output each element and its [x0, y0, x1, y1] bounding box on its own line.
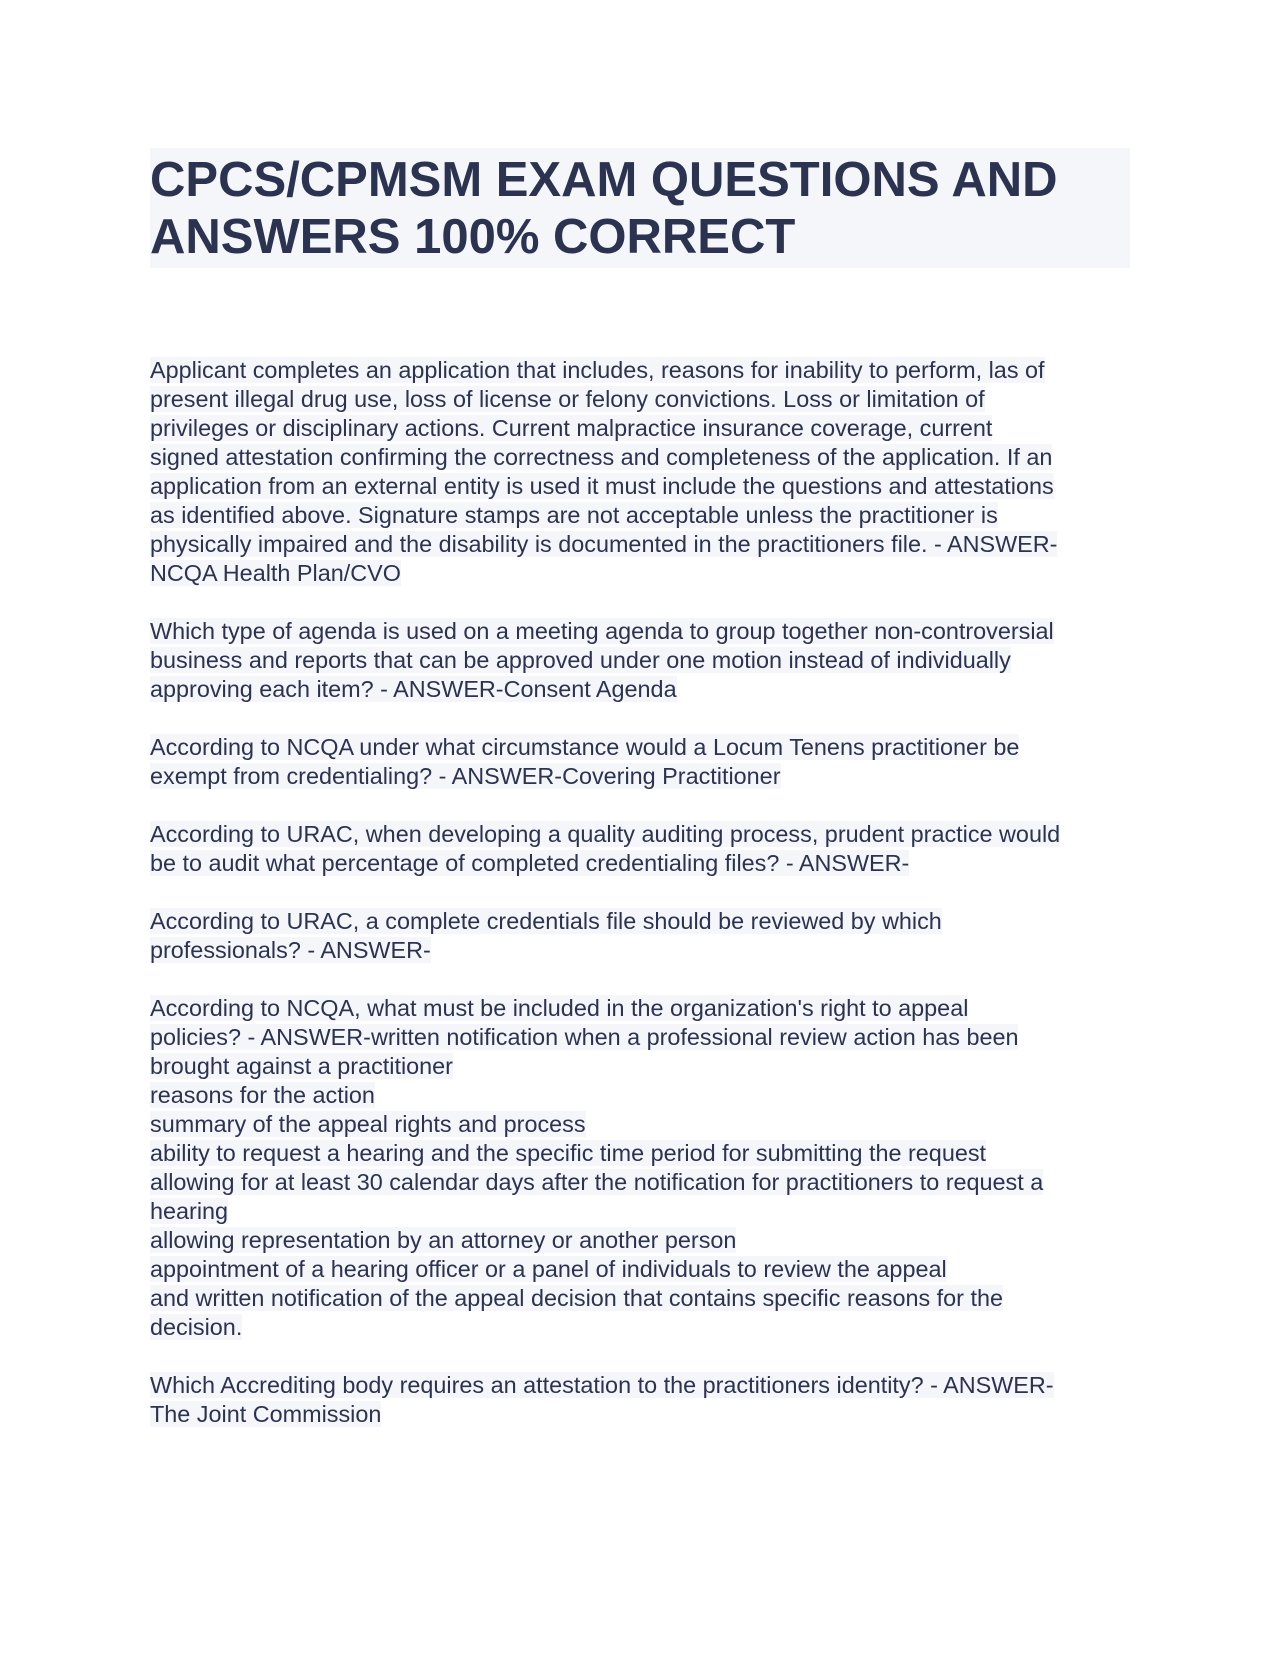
qa-line [150, 559, 1130, 588]
qa-text: Which Accrediting body requires an attestation to the practitioners identity? - ANSWER- [150, 1372, 1054, 1398]
qa-text: The Joint Commission [150, 1401, 382, 1427]
qa-line [150, 1313, 1130, 1342]
qa-text: be to audit what percentage of completed credentialing files? - ANSWER- [150, 850, 910, 876]
qa-text: professionals? - ANSWER- [150, 937, 431, 963]
qa-line [150, 907, 1130, 936]
document-title-line-2: ANSWERS 100% CORRECT [150, 210, 796, 264]
qa-line [150, 501, 1130, 530]
qa-text: allowing representation by an attorney or another person [150, 1227, 737, 1253]
qa-line [150, 1255, 1130, 1284]
qa-item [150, 1371, 1130, 1429]
qa-text: appointment of a hearing officer or a panel of individuals to review the appeal [150, 1256, 947, 1282]
qa-text: NCQA Health Plan/CVO [150, 560, 401, 586]
qa-line [150, 1052, 1130, 1081]
qa-text: privileges or disciplinary actions. Current malpractice insurance coverage, current [150, 415, 993, 441]
qa-text: summary of the appeal rights and process [150, 1111, 586, 1137]
document-title-line-1: CPCS/CPMSM EXAM QUESTIONS AND [150, 153, 1058, 207]
qa-text: and written notification of the appeal decision that contains specific reasons for the [150, 1285, 1003, 1311]
qa-text: According to NCQA, what must be included in the organization's right to appeal [150, 995, 969, 1021]
qa-line [150, 762, 1130, 791]
qa-text: as identified above. Signature stamps are not acceptable unless the practitioner is [150, 502, 998, 528]
qa-line [150, 936, 1130, 965]
qa-text: signed attestation confirming the correctness and completeness of the application. If an [150, 444, 1053, 470]
qa-line [150, 1023, 1130, 1052]
qa-line [150, 385, 1130, 414]
qa-line [150, 675, 1130, 704]
qa-text: According to URAC, a complete credentials file should be reviewed by which [150, 908, 942, 934]
qa-line [150, 356, 1130, 385]
qa-text: business and reports that can be approved under one motion instead of individually [150, 647, 1011, 673]
qa-line [150, 646, 1130, 675]
qa-text: present illegal drug use, loss of license or felony convictions. Loss or limitation of [150, 386, 985, 412]
qa-text: physically impaired and the disability is documented in the practitioners file. - ANSWER- [150, 531, 1058, 557]
qa-line [150, 443, 1130, 472]
document-page [150, 148, 1130, 1458]
qa-text: According to URAC, when developing a quality auditing process, prudent practice would [150, 821, 1061, 847]
qa-text: ability to request a hearing and the specific time period for submitting the request [150, 1140, 987, 1166]
qa-text: hearing [150, 1198, 229, 1224]
qa-line [150, 530, 1130, 559]
qa-item [150, 907, 1130, 965]
qa-item [150, 617, 1130, 704]
qa-text: application from an external entity is used it must include the questions and attestations [150, 473, 1054, 499]
qa-text: exempt from credentialing? - ANSWER-Covering Practitioner [150, 763, 781, 789]
document-title [150, 148, 1130, 268]
qa-item [150, 356, 1130, 588]
qa-line [150, 1226, 1130, 1255]
qa-text: reasons for the action [150, 1082, 375, 1108]
qa-line [150, 472, 1130, 501]
qa-text: decision. [150, 1314, 243, 1340]
qa-line [150, 1168, 1130, 1197]
qa-text: allowing for at least 30 calendar days after the notification for practitioners to request a [150, 1169, 1044, 1195]
qa-text: brought against a practitioner [150, 1053, 453, 1079]
qa-item [150, 820, 1130, 878]
qa-line [150, 820, 1130, 849]
qa-line [150, 1139, 1130, 1168]
qa-line [150, 1197, 1130, 1226]
qa-text: policies? - ANSWER-written notification when a professional review action has been [150, 1024, 1019, 1050]
qa-line [150, 1110, 1130, 1139]
qa-line [150, 994, 1130, 1023]
qa-line [150, 849, 1130, 878]
qa-list [150, 356, 1130, 1429]
qa-text: According to NCQA under what circumstance would a Locum Tenens practitioner be [150, 734, 1020, 760]
qa-text: approving each item? - ANSWER-Consent Agenda [150, 676, 677, 702]
qa-item [150, 733, 1130, 791]
qa-line [150, 414, 1130, 443]
qa-line [150, 1284, 1130, 1313]
qa-item [150, 994, 1130, 1342]
qa-line [150, 1371, 1130, 1400]
qa-line [150, 1400, 1130, 1429]
qa-line [150, 617, 1130, 646]
qa-text: Which type of agenda is used on a meeting agenda to group together non-controversial [150, 618, 1054, 644]
qa-line [150, 1081, 1130, 1110]
qa-text: Applicant completes an application that includes, reasons for inability to perform, las of [150, 357, 1045, 383]
qa-line [150, 733, 1130, 762]
